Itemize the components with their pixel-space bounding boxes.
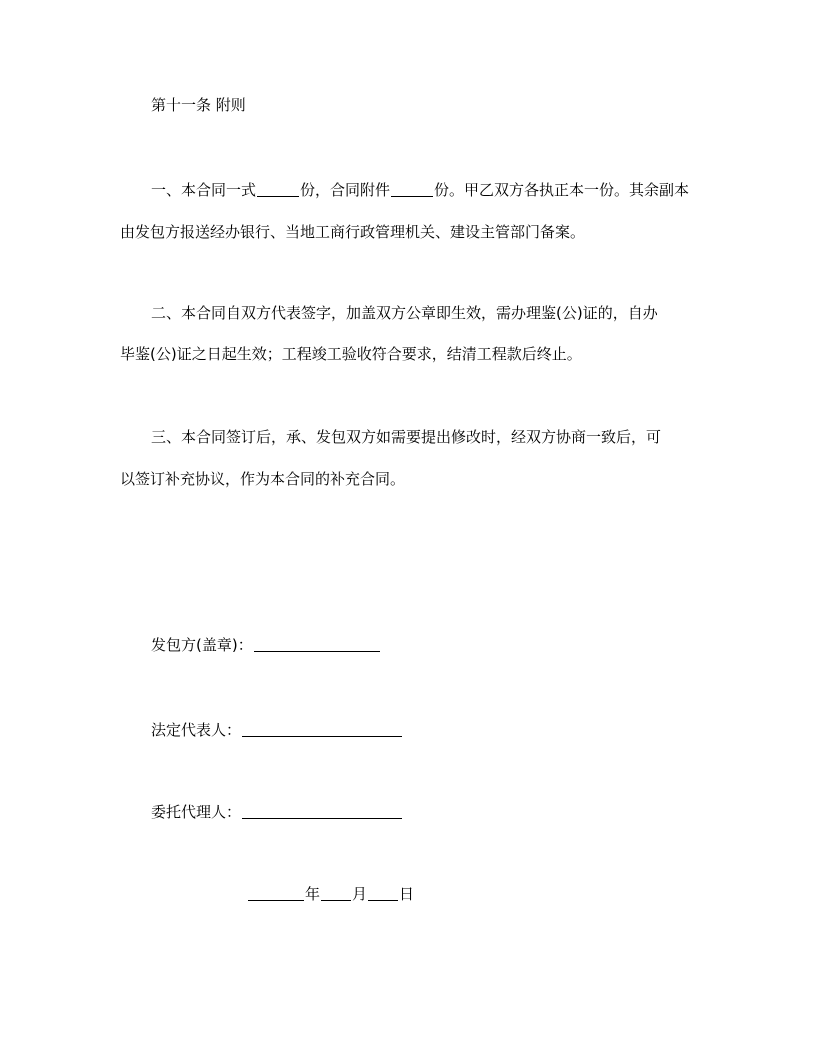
clause-2-line-2: 毕鉴(公)证之日起生效；工程竣工验收符合要求，结清工程款后终止。: [120, 345, 582, 363]
clause-3-line-2: 以签订补充协议，作为本合同的补充合同。: [120, 470, 406, 488]
clause-1-line-1: [151, 183, 689, 198]
clause-1-text-c: 份。甲乙双方各执正本一份。其余副本: [434, 181, 690, 199]
agent-signature-line: [151, 805, 403, 820]
employer-signature-blank: [254, 650, 380, 652]
copies-blank: [257, 195, 299, 197]
clause-3-line-1: 三、本合同签订后，承、发包双方如需要提出修改时，经双方协商一致后，可: [151, 428, 662, 446]
employer-label: 发包方(盖章)：: [151, 636, 253, 654]
year-blank: [248, 899, 304, 901]
date-line: [247, 887, 414, 902]
article-title: 第十一条 附则: [151, 96, 246, 114]
clause-1-line-2: 由发包方报送经办银行、当地工商行政管理机关、建设主管部门备案。: [120, 223, 586, 241]
legal-rep-signature-blank: [242, 735, 402, 737]
attachments-blank: [391, 195, 433, 197]
clause-2-line-1: 二、本合同自双方代表签字，加盖双方公章即生效，需办理鉴(公)证的，自办: [151, 304, 658, 322]
agent-label: 委托代理人：: [151, 803, 242, 821]
clause-1-text-b: 份，合同附件: [300, 181, 391, 199]
month-blank: [321, 899, 351, 901]
employer-signature-line: [151, 638, 381, 653]
year-label: 年: [305, 885, 321, 903]
day-label: 日: [399, 885, 415, 903]
agent-signature-blank: [242, 817, 402, 819]
day-blank: [368, 899, 398, 901]
legal-rep-label: 法定代表人：: [151, 721, 242, 739]
legal-rep-signature-line: [151, 723, 403, 738]
month-label: 月: [352, 885, 368, 903]
clause-1-text-a: 一、本合同一式: [151, 181, 257, 199]
